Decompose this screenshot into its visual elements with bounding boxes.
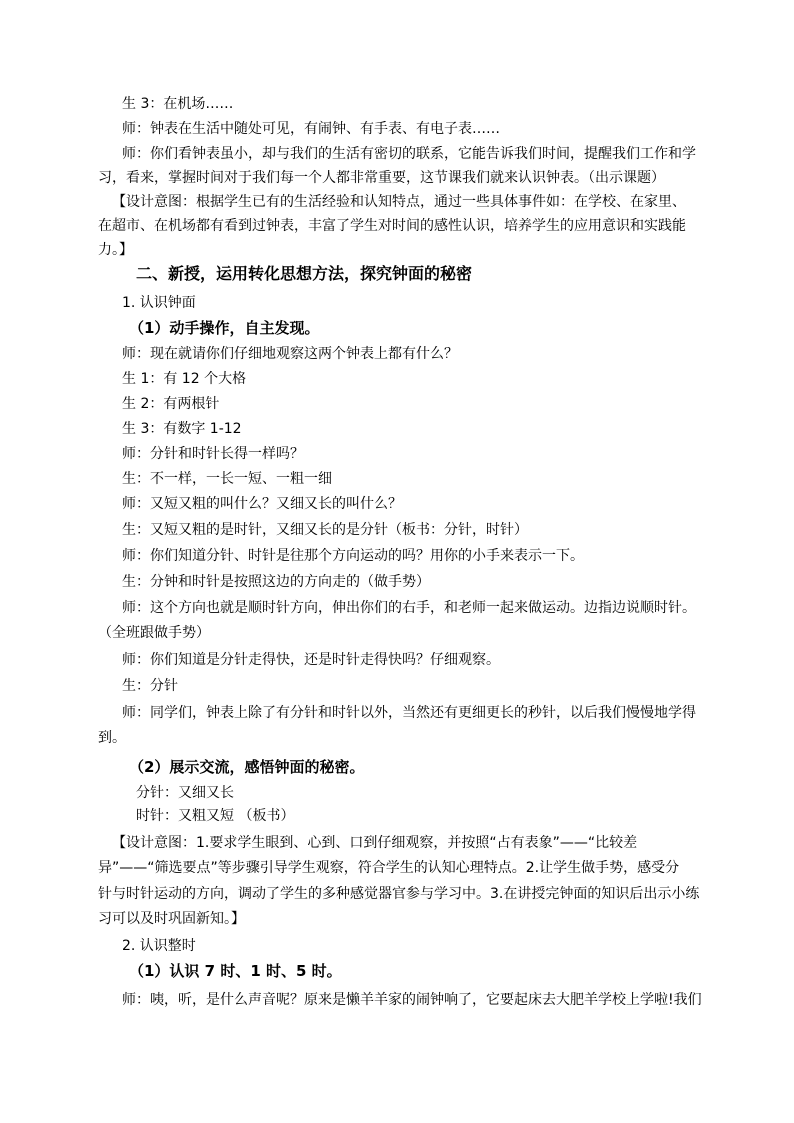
dialogue-line: 师：你们知道是分针走得快，还是时针走得快吗？仔细观察。 bbox=[122, 652, 500, 668]
design-intent-note: 异”——“筛选要点”等步骤引导学生观察，符合学生的认知心理特点。2.让学生做手势，感受分 bbox=[98, 860, 680, 876]
dialogue-line: 师：同学们，钟表上除了有分针和时针以外，当然还有更细更长的秒针，以后我们慢慢地学得 bbox=[122, 705, 696, 721]
dialogue-line: 生 1：有 12 个大格 bbox=[122, 371, 247, 387]
dialogue-line: 生 3：有数字 1-12 bbox=[122, 421, 242, 437]
design-intent-note: 在超市、在机场都有看到过钟表，丰富了学生对时间的感性认识，培养学生的应用意识和实践能 bbox=[98, 218, 686, 234]
step-heading: （2）展示交流，感悟钟面的秘密。 bbox=[129, 758, 365, 776]
board-note: 分针：又细又长 bbox=[136, 785, 234, 801]
dialogue-line: 到。 bbox=[98, 730, 126, 746]
dialogue-line: 师：分针和时针长得一样吗？ bbox=[122, 446, 304, 462]
subsection-heading: 1. 认识钟面 bbox=[122, 295, 196, 311]
step-heading: （1）认识 7 时、1 时、5 时。 bbox=[129, 962, 342, 980]
board-note: 时针：又粗又短 （板书） bbox=[136, 808, 295, 824]
dialogue-line: 师：这个方向也就是顺时针方向，伸出你们的右手，和老师一起来做运动。边指边说顺时针。 bbox=[122, 600, 696, 616]
dialogue-line: 师：你们知道分针、时针是往那个方向运动的吗？用你的小手来表示一下。 bbox=[122, 548, 584, 564]
dialogue-line: 师：钟表在生活中随处可见，有闹钟、有手表、有电子表…… bbox=[122, 121, 500, 137]
dialogue-line: 生：不一样，一长一短、一粗一细 bbox=[122, 471, 332, 487]
dialogue-line: 生 2：有两根针 bbox=[122, 396, 220, 412]
design-intent-note: 【设计意图：1.要求学生眼到、心到、口到仔细观察，并按照“占有表象”——“比较差 bbox=[112, 835, 638, 851]
dialogue-line: 习，看来，掌握时间对于我们每一个人都非常重要，这节课我们就来认识钟表。（出示课题） bbox=[98, 170, 665, 186]
dialogue-line: 生：分针 bbox=[122, 678, 178, 694]
dialogue-line: 生：分钟和时针是按照这边的方向走的（做手势） bbox=[122, 574, 430, 590]
dialogue-line: 生 3：在机场…… bbox=[122, 96, 234, 112]
design-intent-note: 针与时针运动的方向，调动了学生的多种感觉器官参与学习中。3.在讲授完钟面的知识后出示小练 bbox=[98, 886, 700, 902]
design-intent-note: 习可以及时巩固新知。】 bbox=[98, 911, 245, 927]
dialogue-line: （全班跟做手势） bbox=[98, 625, 210, 641]
dialogue-line: 师：又短又粗的叫什么？又细又长的叫什么？ bbox=[122, 496, 402, 512]
design-intent-note: 【设计意图：根据学生已有的生活经验和认知特点，通过一些具体事件如：在学校、在家里、 bbox=[112, 194, 686, 210]
subsection-heading: 2. 认识整时 bbox=[122, 938, 196, 954]
dialogue-line: 师：现在就请你们仔细地观察这两个钟表上都有什么？ bbox=[122, 346, 458, 362]
dialogue-line: 生：又短又粗的是时针，又细又长的是分针（板书：分针，时针） bbox=[122, 522, 528, 538]
section-heading: 二、新授，运用转化思想方法，探究钟面的秘密 bbox=[136, 264, 473, 283]
dialogue-line: 师：咦，听，是什么声音呢？原来是懒羊羊家的闹钟响了，它要起床去大肥羊学校上学啦!我们 bbox=[122, 992, 702, 1008]
dialogue-line: 师：你们看钟表虽小，却与我们的生活有密切的联系，它能告诉我们时间，提醒我们工作和学 bbox=[122, 146, 696, 162]
design-intent-note: 力。】 bbox=[98, 242, 133, 258]
step-heading: （1）动手操作，自主发现。 bbox=[129, 319, 320, 337]
